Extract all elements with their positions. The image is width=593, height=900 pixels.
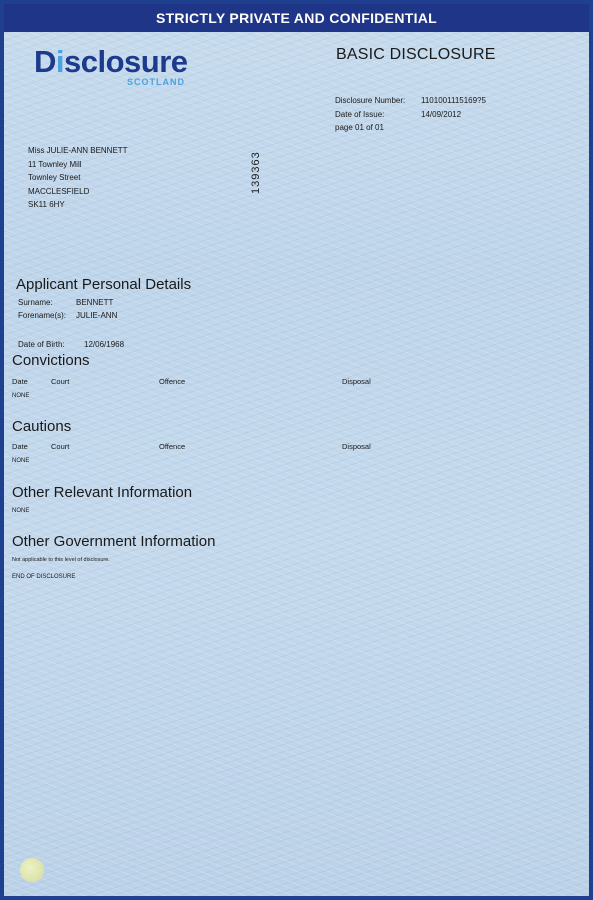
logo-wordmark: Disclosure — [34, 44, 188, 79]
cautions-col-offence: Offence — [159, 442, 186, 451]
other-government-note: Not applicable to this level of disclosure. — [12, 557, 110, 563]
page-number: page 01 of 01 — [335, 123, 384, 132]
disclosure-number-label: Disclosure Number: — [335, 96, 406, 105]
cautions-col-disposal: Disposal — [342, 442, 371, 451]
serial-number: 139363 — [250, 151, 262, 194]
forenames-label: Forename(s): — [18, 311, 67, 320]
dob-row — [18, 340, 124, 349]
end-of-disclosure: END OF DISCLOSURE — [12, 574, 76, 580]
forenames-row — [18, 311, 117, 320]
surname-label: Surname: — [18, 298, 53, 307]
cautions-value: NONE — [12, 458, 30, 464]
surname-row — [18, 298, 113, 307]
confidential-banner: STRICTLY PRIVATE AND CONFIDENTIAL — [4, 4, 589, 32]
forenames-value: JULIE-ANN — [76, 311, 118, 320]
dob-label: Date of Birth: — [18, 340, 65, 349]
address-line: 11 Townley Mill — [28, 159, 82, 169]
dob-value: 12/06/1968 — [84, 340, 125, 349]
convictions-heading: Convictions — [12, 352, 90, 369]
other-relevant-value: NONE — [12, 508, 30, 514]
address-line: SK11 6HY — [28, 200, 65, 209]
convictions-col-offence: Offence — [159, 377, 186, 386]
address-line: MACCLESFIELD — [28, 186, 90, 196]
document-title: BASIC DISCLOSURE — [336, 46, 496, 63]
other-relevant-heading: Other Relevant Information — [12, 484, 193, 501]
hologram-seal — [20, 858, 44, 882]
applicant-details-heading: Applicant Personal Details — [16, 276, 192, 293]
cautions-heading: Cautions — [12, 418, 72, 435]
convictions-col-date: Date — [12, 377, 28, 386]
logo-subtitle: SCOTLAND — [127, 77, 185, 87]
surname-value: BENNETT — [76, 298, 114, 307]
issue-date-value: 14/09/2012 — [421, 109, 462, 119]
convictions-value: NONE — [12, 393, 30, 399]
disclosure-meta — [335, 94, 486, 135]
other-government-heading: Other Government Information — [12, 533, 216, 550]
disclosure-number-value: 1101001115169?5 — [421, 96, 486, 105]
cautions-col-date: Date — [12, 442, 28, 451]
address-line: Miss JULIE-ANN BENNETT — [28, 146, 128, 155]
convictions-col-court: Court — [51, 377, 70, 386]
convictions-col-disposal: Disposal — [342, 377, 371, 386]
applicant-address — [28, 144, 128, 212]
disclosure-scotland-logo — [34, 44, 188, 87]
address-line: Townley Street — [28, 173, 81, 182]
cautions-col-court: Court — [51, 442, 70, 451]
issue-date-label: Date of Issue: — [335, 109, 385, 119]
